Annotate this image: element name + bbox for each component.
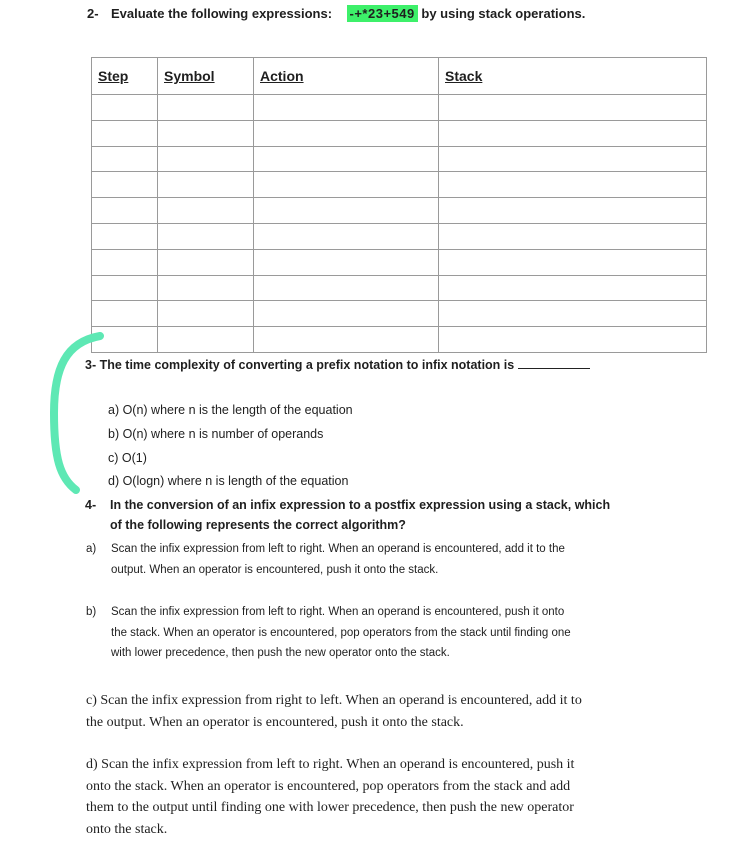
table-cell[interactable] xyxy=(439,172,707,198)
q4-option-b-line-3: with lower precedence, then push the new operator onto the stack. xyxy=(111,647,450,659)
header-symbol: Symbol xyxy=(158,58,254,95)
q4-option-b xyxy=(86,602,571,664)
table-row xyxy=(92,198,707,224)
table-row xyxy=(92,120,707,146)
table-cell[interactable] xyxy=(158,146,254,172)
question-3 xyxy=(85,358,590,372)
table-cell[interactable] xyxy=(92,223,158,249)
table-row xyxy=(92,275,707,301)
q4-option-d-line-4: onto the stack. xyxy=(86,821,168,837)
table-cell[interactable] xyxy=(158,275,254,301)
table-cell[interactable] xyxy=(254,172,439,198)
q4-option-a-line-1: Scan the infix expression from left to right. When an operand is encountered, add it to the xyxy=(111,543,565,555)
table-cell[interactable] xyxy=(92,301,158,327)
q4-option-c-line-1: c) Scan the infix expression from right to left. When an operand is encountered, add it to xyxy=(86,693,582,708)
question-4 xyxy=(85,495,610,535)
table-cell[interactable] xyxy=(158,95,254,121)
highlighter-bracket-annotation xyxy=(38,328,108,498)
q4-option-d-line-3: them to the output until finding one with lower precedence, then push the new operator xyxy=(86,800,574,815)
header-stack: Stack xyxy=(439,58,707,95)
question-2-suffix: by using stack operations. xyxy=(421,6,586,21)
table-cell[interactable] xyxy=(254,301,439,327)
table-cell[interactable] xyxy=(158,223,254,249)
table-cell[interactable] xyxy=(254,146,439,172)
table-cell[interactable] xyxy=(439,146,707,172)
q4-option-b-line-2: the stack. When an operator is encountered, pop operators from the stack until finding one xyxy=(111,626,571,639)
table-row xyxy=(92,327,707,353)
header-step: Step xyxy=(92,58,158,95)
highlighted-expression: -+*23+549 xyxy=(347,5,418,22)
table-cell[interactable] xyxy=(92,198,158,224)
table-cell[interactable] xyxy=(439,301,707,327)
table-row xyxy=(92,146,707,172)
q4-option-c-line-2: the output. When an operator is encountered, push it onto the stack. xyxy=(86,714,464,730)
q3-option-b: b) O(n) where n is number of operands xyxy=(108,427,324,441)
table-cell[interactable] xyxy=(158,301,254,327)
q4-option-c xyxy=(86,690,582,733)
table-cell[interactable] xyxy=(254,198,439,224)
table-cell[interactable] xyxy=(158,249,254,275)
q4-option-b-line-1: Scan the infix expression from left to right. When an operand is encountered, push it onto xyxy=(111,606,565,618)
table-cell[interactable] xyxy=(92,172,158,198)
q3-option-a: a) O(n) where n is the length of the equation xyxy=(108,403,353,417)
table-cell[interactable] xyxy=(439,275,707,301)
table-row xyxy=(92,95,707,121)
q4-option-a-label: a) xyxy=(86,543,97,555)
answer-blank[interactable] xyxy=(518,368,590,369)
question-3-text: 3- The time complexity of converting a prefix notation to infix notation is xyxy=(85,358,515,372)
table-cell[interactable] xyxy=(254,275,439,301)
table-cell[interactable] xyxy=(92,146,158,172)
table-cell[interactable] xyxy=(254,120,439,146)
table-cell[interactable] xyxy=(92,249,158,275)
table-cell[interactable] xyxy=(439,223,707,249)
table-cell[interactable] xyxy=(92,275,158,301)
table-row xyxy=(92,172,707,198)
table-cell[interactable] xyxy=(92,95,158,121)
table-row xyxy=(92,223,707,249)
table-row xyxy=(92,249,707,275)
q4-option-b-label: b) xyxy=(86,606,97,618)
table-cell[interactable] xyxy=(439,198,707,224)
table-cell[interactable] xyxy=(439,249,707,275)
question-2 xyxy=(87,6,585,21)
stack-operations-table xyxy=(91,57,707,353)
table-cell[interactable] xyxy=(254,249,439,275)
question-2-number: 2- xyxy=(87,6,99,21)
header-action: Action xyxy=(254,58,439,95)
q4-option-a xyxy=(86,539,565,580)
table-cell[interactable] xyxy=(439,95,707,121)
table-cell[interactable] xyxy=(92,120,158,146)
q4-option-d-line-2: onto the stack. When an operator is encountered, pop operators from the stack and add xyxy=(86,778,571,794)
table-cell[interactable] xyxy=(254,327,439,353)
q4-option-d xyxy=(86,754,574,840)
q4-option-d-line-1: d) Scan the infix expression from left to right. When an operand is encountered, push it xyxy=(86,757,575,772)
question-4-line-1: In the conversion of an infix expression to a postfix expression using a stack, which xyxy=(110,498,611,512)
table-cell[interactable] xyxy=(158,172,254,198)
table-cell[interactable] xyxy=(254,95,439,121)
table-cell[interactable] xyxy=(439,120,707,146)
question-4-number: 4- xyxy=(85,498,97,512)
table-cell[interactable] xyxy=(158,198,254,224)
q3-option-c: c) O(1) xyxy=(108,451,147,465)
table-row xyxy=(92,301,707,327)
table-cell[interactable] xyxy=(439,327,707,353)
q4-option-a-line-2: output. When an operator is encountered, push it onto the stack. xyxy=(111,563,439,576)
question-4-line-2: of the following represents the correct algorithm? xyxy=(110,518,406,532)
table-cell[interactable] xyxy=(254,223,439,249)
question-2-text: Evaluate the following expressions: xyxy=(111,6,333,21)
table-cell[interactable] xyxy=(158,120,254,146)
q3-option-d: d) O(logn) where n is length of the equation xyxy=(108,474,349,488)
table-header-row xyxy=(92,58,707,95)
table-cell[interactable] xyxy=(158,327,254,353)
